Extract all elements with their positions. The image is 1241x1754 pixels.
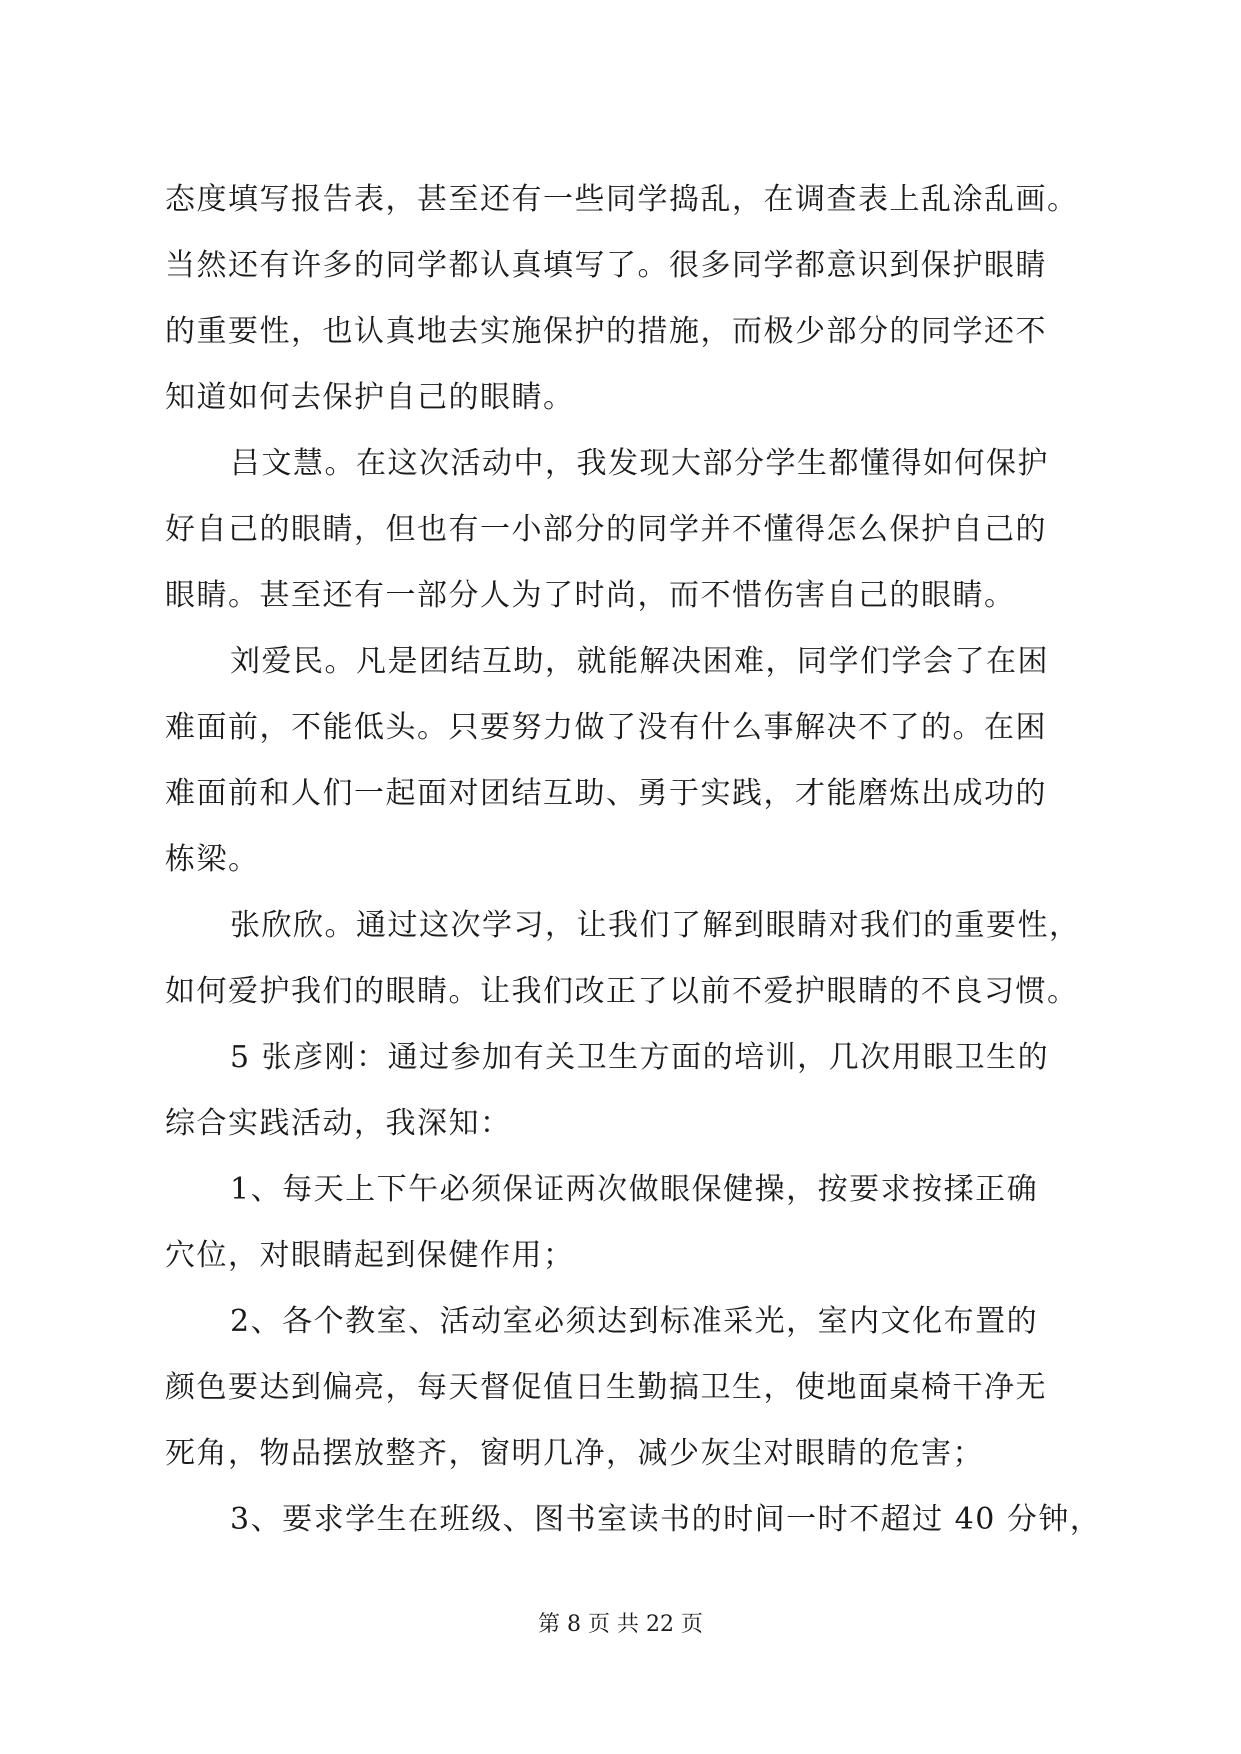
text-line: 知道如何去保护自己的眼睛。	[165, 380, 575, 415]
text-line: 穴位，对眼睛起到保健作用；	[165, 1238, 575, 1273]
paragraph-start-line: 吕文慧。在这次活动中，我发现大部分学生都懂得如何保护	[230, 446, 1049, 481]
text-line: 态度填写报告表，甚至还有一些同学捣乱，在调查表上乱涂乱画。	[165, 182, 1079, 217]
page-footer: 第 8 页 共 22 页	[538, 1612, 703, 1637]
text-line: 如何爱护我们的眼睛。让我们改正了以前不爱护眼睛的不良习惯。	[165, 974, 1079, 1009]
text-line: 的重要性，也认真地去实施保护的措施，而极少部分的同学还不	[165, 314, 1047, 349]
text-line: 综合实践活动，我深知：	[165, 1106, 512, 1141]
text-line: 难面前和人们一起面对团结互助、勇于实践，才能磨炼出成功的	[165, 776, 1047, 811]
paragraph-start-line: 5 张彦刚：通过参加有关卫生方面的培训，几次用眼卫生的	[230, 1040, 1050, 1075]
list-item-line: 3、要求学生在班级、图书室读书的时间一时不超过 40 分钟，	[230, 1502, 1102, 1537]
text-line: 当然还有许多的同学都认真填写了。很多同学都意识到保护眼睛	[165, 248, 1047, 283]
text-line: 颜色要达到偏亮，每天督促值日生勤搞卫生，使地面桌椅干净无	[165, 1370, 1047, 1405]
text-line: 栋梁。	[165, 842, 260, 877]
text-line: 死角，物品摆放整齐，窗明几净，减少灰尘对眼睛的危害；	[165, 1436, 984, 1471]
paragraph-start-line: 张欣欣。通过这次学习，让我们了解到眼睛对我们的重要性，	[230, 908, 1081, 943]
text-line: 好自己的眼睛，但也有一小部分的同学并不懂得怎么保护自己的	[165, 512, 1047, 547]
list-item-line: 1、每天上下午必须保证两次做眼保健操，按要求按揉正确	[230, 1172, 1039, 1207]
paragraph-start-line: 刘爱民。凡是团结互助，就能解决困难，同学们学会了在困	[230, 644, 1049, 679]
list-item-line: 2、各个教室、活动室必须达到标准采光，室内文化布置的	[230, 1304, 1039, 1339]
text-line: 难面前，不能低头。只要努力做了没有什么事解决不了的。在困	[165, 710, 1047, 745]
text-line: 眼睛。甚至还有一部分人为了时尚，而不惜伤害自己的眼睛。	[165, 578, 1016, 613]
